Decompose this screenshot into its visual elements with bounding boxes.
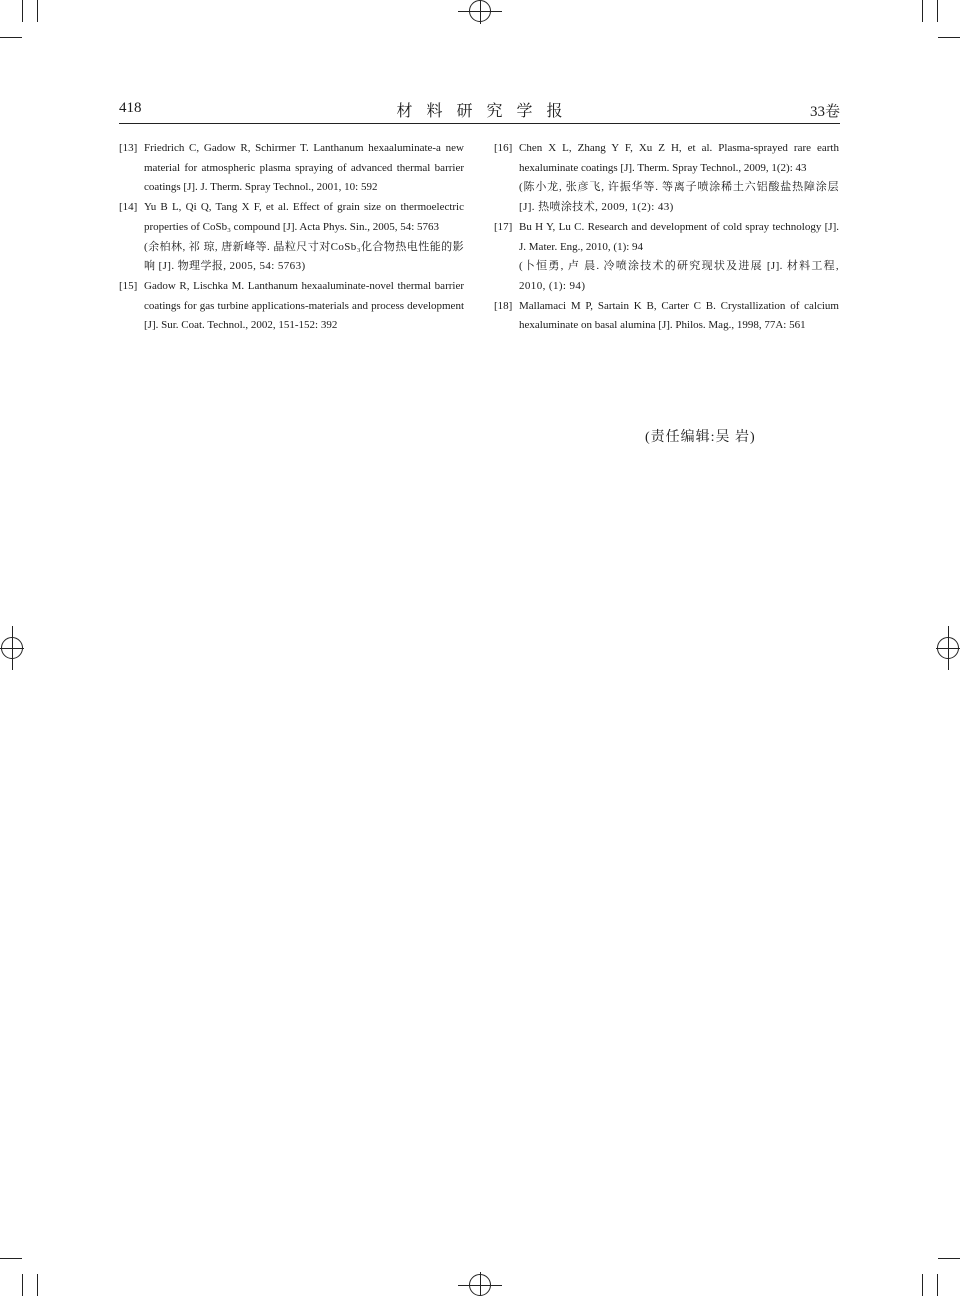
registration-line	[458, 1285, 502, 1286]
crop-mark	[22, 0, 23, 22]
references-left-column	[119, 139, 464, 336]
reference-text: Gadow R, Lischka M. Lanthanum hexaaluminate-novel thermal barrier coatings for gas turbine applications-materials and process development [J]. Sur. Coat. Technol., 2002, 151-152: 392	[144, 279, 464, 332]
references-right-column	[494, 139, 839, 336]
reference-text: Bu H Y, Lu C. Research and development of cold spray technology [J]. J. Mater. Eng., 2010, (1): 94	[519, 220, 839, 253]
reference-number: [18]	[494, 299, 513, 312]
crop-mark	[37, 1274, 38, 1296]
reference-item	[119, 198, 464, 277]
registration-line	[480, 0, 481, 24]
reference-text: Mallamaci M P, Sartain K B, Carter C B. Crystallization of calcium hexaluminate on basal alumina [J]. Philos. Mag., 1998, 77A: 561	[519, 299, 839, 332]
running-header	[119, 97, 840, 124]
reference-text: Yu B L, Qi Q, Tang X F, et al. Effect of grain size on thermoelectric properties of CoSb₃ compound [J]. Acta Phys. Sin., 2005, 54: 5763	[144, 201, 464, 233]
reference-text: Friedrich C, Gadow R, Schirmer T. Lanthanum hexaaluminate-a new material for atmospheric plasma spraying of advanced thermal barrier coatings [J]. J. Therm. Spray Technol., 2001, 10: 592	[144, 142, 464, 194]
reference-number: [16]	[494, 142, 513, 154]
crop-mark	[937, 1274, 938, 1296]
reference-chinese: (余柏林, 祁 琼, 唐新峰等. 晶粒尺寸对CoSb₃化合物热电性能的影响 [J]. 物理学报, 2005, 54: 5763)	[144, 240, 464, 273]
responsible-editor-note: (责任编辑:吴 岩)	[645, 430, 756, 445]
reference-number: [13]	[119, 142, 138, 154]
crop-mark	[37, 0, 38, 22]
crop-mark	[937, 0, 938, 22]
reference-item	[494, 218, 839, 297]
volume-label: 33卷	[809, 104, 840, 120]
journal-title: 材料研究学报	[396, 103, 577, 120]
reference-text: Chen X L, Zhang Y F, Xu Z H, et al. Plasma-sprayed rare earth hexaluminate coatings [J]. Therm. Spray Technol., 2009, 1(2): 43	[519, 142, 839, 174]
page-number: 418	[119, 100, 142, 116]
crop-mark	[938, 37, 960, 38]
crop-mark	[22, 1274, 23, 1296]
crop-mark	[922, 0, 923, 22]
reference-item	[119, 277, 464, 336]
reference-chinese: (陈小龙, 张彦飞, 许振华等. 等离子喷涂稀土六铝酸盐热障涂层 [J]. 热喷涂技术, 2009, 1(2): 43)	[519, 181, 839, 214]
crop-mark	[938, 1258, 960, 1259]
reference-number: [17]	[494, 220, 513, 233]
reference-chinese: (卜恒勇, 卢 晨. 冷喷涂技术的研究现状及进展 [J]. 材料工程, 2010, (1): 94)	[519, 260, 839, 292]
reference-item	[494, 139, 839, 218]
registration-line	[0, 648, 24, 649]
crop-mark	[922, 1274, 923, 1296]
crop-mark	[0, 37, 22, 38]
reference-number: [15]	[119, 279, 138, 292]
registration-line	[480, 1272, 481, 1296]
reference-number: [14]	[119, 201, 138, 214]
crop-mark	[0, 1258, 22, 1259]
reference-item	[494, 297, 839, 336]
registration-line	[458, 11, 502, 12]
registration-line	[936, 648, 960, 649]
reference-item	[119, 139, 464, 198]
